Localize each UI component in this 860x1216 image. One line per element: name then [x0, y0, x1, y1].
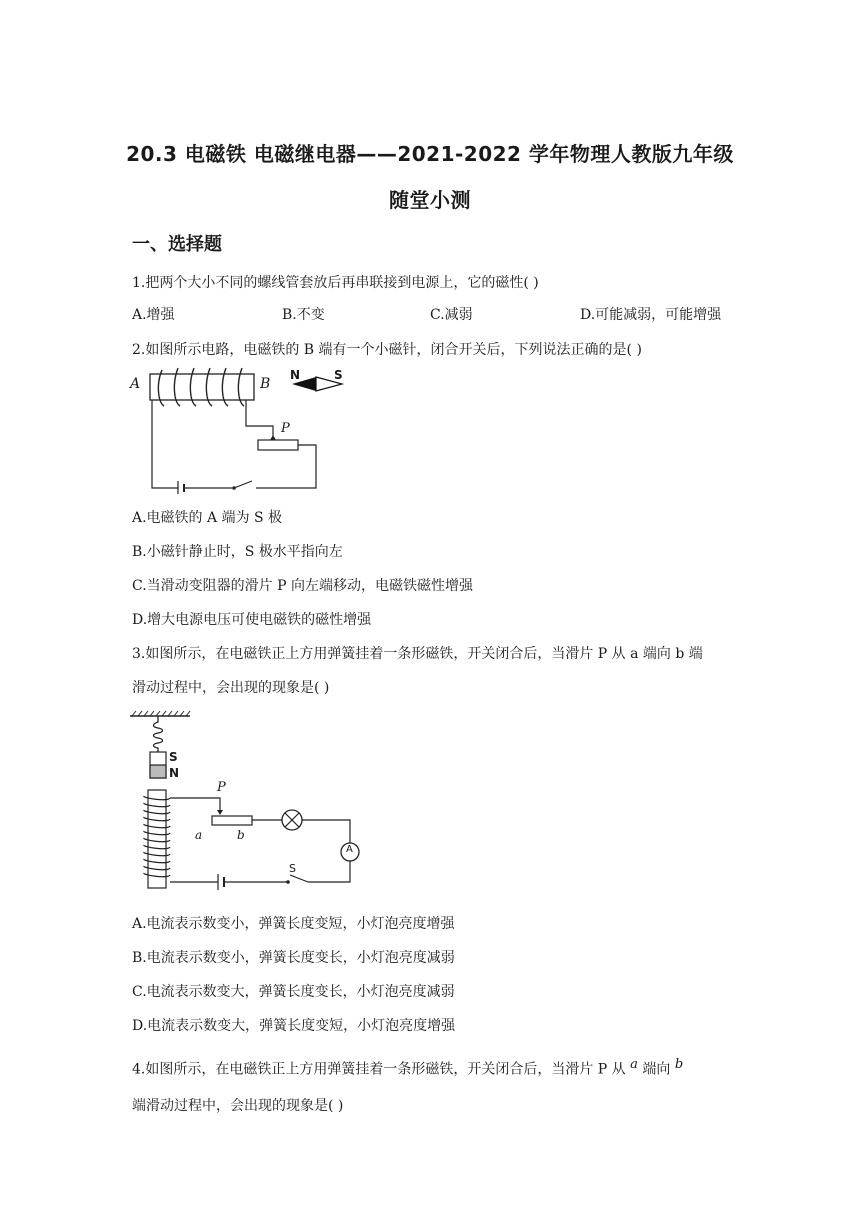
q2-circuit-figure [128, 364, 358, 494]
document-title-line2: 随堂小测 [389, 188, 471, 212]
q2-option-c: C.当滑动变阻器的滑片 P 向左端移动，电磁铁磁性增强 [132, 578, 473, 594]
q3-label-switch: S [289, 862, 296, 875]
q3-stem-line1: 3.如图所示，在电磁铁正上方用弹簧挂着一条形磁铁，开关闭合后，当滑片 P 从 a 端向 b 端 [132, 646, 703, 662]
q2-label-n: N [290, 368, 301, 382]
q1-option-b: B.不变 [282, 307, 325, 323]
q3-spring [154, 716, 163, 752]
q4-var-b: b [674, 1057, 684, 1072]
q1-stem: 1.把两个大小不同的螺线管套放后再串联接到电源上，它的磁性( ) [132, 275, 539, 291]
section-heading: 一、选择题 [132, 234, 222, 255]
q3-label-s: S [169, 750, 178, 764]
q3-stem-line2: 滑动过程中，会出现的现象是( ) [132, 680, 330, 696]
q2-label-b: B [260, 376, 271, 392]
q3-label-n: N [169, 766, 180, 780]
q1-option-a: A.增强 [132, 307, 175, 323]
q2-option-a: A.电磁铁的 A 端为 S 极 [132, 510, 283, 526]
q1-option-d: D.可能减弱，可能增强 [580, 307, 722, 323]
q4-stem-part2: 端向 [637, 1061, 675, 1078]
q3-option-a: A.电流表示数变小，弹簧长度变短，小灯泡亮度增强 [132, 916, 455, 932]
q2-label-a: A [130, 376, 141, 392]
q3-electromagnet [148, 790, 166, 888]
q2-label-s: S [334, 368, 343, 382]
q4-stem-line1 [132, 1057, 683, 1079]
q2-option-d: D.增大电源电压可使电磁铁的磁性增强 [132, 612, 372, 628]
q3-switch [290, 875, 308, 882]
q3-label-p: P [217, 780, 226, 795]
q3-option-b: B.电流表示数变小，弹簧长度变长，小灯泡亮度减弱 [132, 950, 455, 966]
q2-rheostat [258, 440, 298, 450]
q4-var-a: a [630, 1057, 638, 1072]
q1-option-c: C.减弱 [430, 307, 473, 323]
q3-option-c: C.电流表示数变大，弹簧长度变长，小灯泡亮度减弱 [132, 984, 455, 1000]
q3-rheostat [212, 816, 252, 825]
q4-stem-part1: 4.如图所示，在电磁铁正上方用弹簧挂着一条形磁铁，开关闭合后，当滑片 P 从 [132, 1061, 631, 1078]
q3-label-b: b [237, 828, 245, 842]
q3-option-d: D.电流表示数变大，弹簧长度变短，小灯泡亮度增强 [132, 1018, 456, 1034]
q2-stem: 2.如图所示电路，电磁铁的 B 端有一个小磁针，闭合开关后，下列说法正确的是( ) [132, 342, 642, 358]
q2-option-b: B.小磁针静止时，S 极水平指向左 [132, 544, 343, 560]
q2-switch [234, 481, 252, 488]
q2-label-p: P [281, 421, 290, 436]
document-title-line1: 20.3 电磁铁 电磁继电器——2021-2022 学年物理人教版九年级 [126, 142, 734, 166]
q3-label-a: a [195, 828, 203, 842]
q3-circuit-figure [128, 710, 360, 890]
q4-stem-line2: 端滑动过程中，会出现的现象是( ) [132, 1098, 344, 1114]
q3-label-ammeter: A [346, 844, 353, 855]
